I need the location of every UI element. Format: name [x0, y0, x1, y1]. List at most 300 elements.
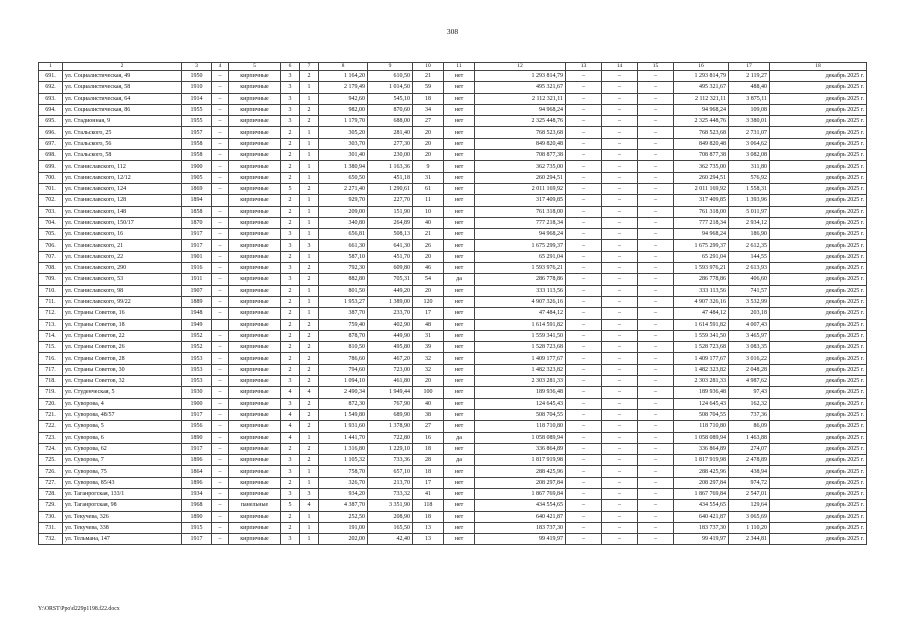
table-cell: панельные — [229, 500, 281, 511]
table-cell: 640 421,87 — [674, 511, 729, 522]
table-row — [39, 150, 867, 161]
table-cell: 326,70 — [319, 477, 368, 488]
table-cell: – — [566, 150, 602, 161]
table-cell: нет — [444, 477, 475, 488]
table-cell: кирпичные — [229, 488, 281, 499]
table-cell: – — [602, 376, 638, 387]
table-cell: – — [602, 398, 638, 409]
table-cell: 213,70 — [368, 477, 413, 488]
column-number-header-cell: 15 — [638, 63, 674, 71]
table-cell: – — [638, 534, 674, 545]
table-cell: нет — [444, 251, 475, 262]
table-cell: – — [212, 172, 229, 183]
table-cell: кирпичные — [229, 217, 281, 228]
column-number-header-cell: 11 — [444, 63, 475, 71]
table-cell: 27 — [413, 116, 444, 127]
table-cell: – — [212, 342, 229, 353]
table-cell: 3 — [281, 229, 300, 240]
table-cell: 1 — [300, 432, 319, 443]
table-cell: 657,10 — [368, 466, 413, 477]
table-cell: 1 293 814,79 — [674, 71, 729, 82]
table-cell: 2 — [300, 421, 319, 432]
table-cell: 882,80 — [319, 274, 368, 285]
table-cell: ул. Страны Советов, 22 — [63, 330, 182, 341]
table-cell: 723,00 — [368, 364, 413, 375]
table-cell: кирпичные — [229, 522, 281, 533]
table-cell: 1905 — [182, 172, 212, 183]
table-cell: 758,70 — [319, 466, 368, 477]
table-cell: 467,20 — [368, 353, 413, 364]
table-cell: 451,18 — [368, 172, 413, 183]
table-cell: 1 290,61 — [368, 183, 413, 194]
table-cell: 1900 — [182, 161, 212, 172]
table-cell: кирпичные — [229, 263, 281, 274]
table-cell: – — [638, 251, 674, 262]
table-cell: ул. Станиславского, 16 — [63, 229, 182, 240]
table-cell: 1 — [300, 285, 319, 296]
table-cell: 41 — [413, 488, 444, 499]
table-cell: 488,40 — [729, 82, 770, 93]
table-row — [39, 511, 867, 522]
table-cell: 1930 — [182, 387, 212, 398]
table-cell: 3 — [281, 455, 300, 466]
table-cell: – — [566, 172, 602, 183]
table-cell: 227,70 — [368, 195, 413, 206]
table-row — [39, 466, 867, 477]
table-cell: – — [566, 522, 602, 533]
table-cell: кирпичные — [229, 104, 281, 115]
table-cell: ул. Социалистическая, 49 — [63, 71, 182, 82]
table-cell: нет — [444, 104, 475, 115]
table-cell: – — [566, 240, 602, 251]
table-cell: 1 229,10 — [368, 443, 413, 454]
table-cell: – — [638, 82, 674, 93]
table-cell: – — [212, 500, 229, 511]
table-cell: 1907 — [182, 285, 212, 296]
table-cell: 2 — [300, 330, 319, 341]
table-cell: – — [602, 409, 638, 420]
table-cell: ул. Станиславского, 53 — [63, 274, 182, 285]
table-cell: 1 — [300, 82, 319, 93]
table-cell: 1 — [300, 308, 319, 319]
table-cell: – — [602, 319, 638, 330]
table-cell: 3 064,62 — [729, 138, 770, 149]
table-cell: 18 — [413, 511, 444, 522]
table-row — [39, 229, 867, 240]
table-cell: нет — [444, 443, 475, 454]
table-cell: – — [638, 376, 674, 387]
table-cell: декабрь 2025 г. — [770, 285, 867, 296]
table-cell: 1949 — [182, 319, 212, 330]
table-cell: 495 321,67 — [475, 82, 566, 93]
column-number-header-cell: 18 — [770, 63, 867, 71]
table-cell: 20 — [413, 127, 444, 138]
table-row — [39, 93, 867, 104]
table-cell: 711. — [39, 296, 63, 307]
housing-register-table — [38, 62, 867, 545]
table-cell: – — [212, 488, 229, 499]
table-cell: – — [638, 263, 674, 274]
table-cell: 714. — [39, 330, 63, 341]
table-cell: 1 953,27 — [319, 296, 368, 307]
table-cell: декабрь 2025 г. — [770, 353, 867, 364]
table-row — [39, 217, 867, 228]
table-cell: 3 — [281, 263, 300, 274]
table-cell: кирпичные — [229, 251, 281, 262]
table-cell: кирпичные — [229, 161, 281, 172]
table-cell: 929,70 — [319, 195, 368, 206]
table-cell: – — [212, 296, 229, 307]
table-cell: декабрь 2025 г. — [770, 296, 867, 307]
table-cell: 3 — [281, 274, 300, 285]
column-number-header — [39, 63, 867, 71]
table-cell: 1953 — [182, 364, 212, 375]
table-cell: – — [602, 263, 638, 274]
table-cell: декабрь 2025 г. — [770, 466, 867, 477]
table-cell: нет — [444, 500, 475, 511]
table-cell: 707. — [39, 251, 63, 262]
table-cell: – — [566, 93, 602, 104]
table-row — [39, 534, 867, 545]
table-cell: 870,60 — [368, 104, 413, 115]
table-cell: 689,90 — [368, 409, 413, 420]
table-cell: 3 — [281, 82, 300, 93]
table-cell: 2 — [281, 251, 300, 262]
table-row — [39, 82, 867, 93]
table-cell: кирпичные — [229, 274, 281, 285]
table-cell: ул. Суворова, 75 — [63, 466, 182, 477]
table-row — [39, 409, 867, 420]
table-row — [39, 353, 867, 364]
table-cell: ул. Станиславского, 98 — [63, 285, 182, 296]
table-cell: 2 — [300, 376, 319, 387]
table-cell: 713. — [39, 319, 63, 330]
table-cell: 693. — [39, 93, 63, 104]
table-cell: – — [638, 104, 674, 115]
table-cell: 1 — [300, 172, 319, 183]
table-cell: 2 — [300, 353, 319, 364]
table-cell: – — [212, 82, 229, 93]
table-cell: 1910 — [182, 82, 212, 93]
table-cell: декабрь 2025 г. — [770, 455, 867, 466]
table-cell: 1 179,70 — [319, 116, 368, 127]
table-cell: – — [638, 511, 674, 522]
table-cell: 1896 — [182, 477, 212, 488]
table-row — [39, 488, 867, 499]
table-cell: декабрь 2025 г. — [770, 104, 867, 115]
table-cell: ул. Суворова, 6 — [63, 432, 182, 443]
table-cell: 3 — [281, 488, 300, 499]
table-cell: 1948 — [182, 308, 212, 319]
table-cell: 94 968,24 — [674, 229, 729, 240]
table-cell: 2 325 448,76 — [674, 116, 729, 127]
table-cell: декабрь 2025 г. — [770, 263, 867, 274]
table-cell: 722,80 — [368, 432, 413, 443]
table-cell: 151,90 — [368, 206, 413, 217]
table-cell: 1 528 723,68 — [475, 342, 566, 353]
table-cell: – — [212, 409, 229, 420]
table-cell: 461,80 — [368, 376, 413, 387]
table-cell: 1890 — [182, 511, 212, 522]
table-cell: – — [602, 296, 638, 307]
table-cell: 786,60 — [319, 353, 368, 364]
table-cell: декабрь 2025 г. — [770, 240, 867, 251]
table-cell: декабрь 2025 г. — [770, 511, 867, 522]
table-cell: 2 — [300, 71, 319, 82]
table-cell: кирпичные — [229, 330, 281, 341]
table-cell: ул. Станиславского, 99/22 — [63, 296, 182, 307]
table-cell: 2 — [281, 477, 300, 488]
table-cell: 2 934,12 — [729, 217, 770, 228]
table-cell: 1 675 299,37 — [674, 240, 729, 251]
table-cell: 1958 — [182, 138, 212, 149]
table-cell: 1953 — [182, 353, 212, 364]
table-cell: 1 — [300, 534, 319, 545]
table-cell: 2 — [281, 443, 300, 454]
table-cell: 20 — [413, 376, 444, 387]
table-cell: 1 549,80 — [319, 409, 368, 420]
table-cell: – — [602, 342, 638, 353]
table-cell: кирпичные — [229, 308, 281, 319]
table-cell: декабрь 2025 г. — [770, 71, 867, 82]
table-cell: 4 — [281, 421, 300, 432]
table-cell: декабрь 2025 г. — [770, 93, 867, 104]
table-cell: 274,07 — [729, 443, 770, 454]
table-cell: 13 — [413, 522, 444, 533]
table-cell: 311,80 — [729, 161, 770, 172]
table-cell: 704. — [39, 217, 63, 228]
table-cell: декабрь 2025 г. — [770, 522, 867, 533]
table-cell: 286 778,86 — [674, 274, 729, 285]
table-cell: 545,10 — [368, 93, 413, 104]
table-cell: 692. — [39, 82, 63, 93]
table-cell: 2 — [300, 443, 319, 454]
table-cell: – — [212, 285, 229, 296]
table-cell: нет — [444, 387, 475, 398]
table-cell: – — [566, 376, 602, 387]
table-row — [39, 116, 867, 127]
table-cell: нет — [444, 511, 475, 522]
table-cell: 1 949,44 — [368, 387, 413, 398]
table-row — [39, 206, 867, 217]
table-cell: 21 — [413, 71, 444, 82]
table-cell: кирпичные — [229, 534, 281, 545]
table-cell: кирпичные — [229, 183, 281, 194]
table-cell: ул. Текучева, 338 — [63, 522, 182, 533]
table-cell: – — [602, 206, 638, 217]
table-cell: 2 011 169,92 — [674, 183, 729, 194]
table-cell: нет — [444, 240, 475, 251]
table-cell: кирпичные — [229, 353, 281, 364]
table-cell: 1 316,80 — [319, 443, 368, 454]
table-cell: – — [566, 217, 602, 228]
table-cell: 32 — [413, 364, 444, 375]
table-cell: 2 — [300, 455, 319, 466]
table-cell: 2 — [281, 330, 300, 341]
table-cell: кирпичные — [229, 296, 281, 307]
table-cell: – — [602, 93, 638, 104]
table-cell: – — [638, 217, 674, 228]
table-cell: кирпичные — [229, 150, 281, 161]
table-cell: декабрь 2025 г. — [770, 500, 867, 511]
table-cell: 39 — [413, 342, 444, 353]
table-cell: – — [566, 488, 602, 499]
table-row — [39, 522, 867, 533]
table-cell: 3 082,08 — [729, 150, 770, 161]
table-cell: 16 — [413, 432, 444, 443]
table-cell: 4 387,70 — [319, 500, 368, 511]
table-cell: – — [638, 364, 674, 375]
table-cell: 495,80 — [368, 342, 413, 353]
table-cell: декабрь 2025 г. — [770, 138, 867, 149]
table-cell: да — [444, 432, 475, 443]
table-cell: – — [212, 206, 229, 217]
table-cell: 703. — [39, 206, 63, 217]
table-cell: – — [638, 500, 674, 511]
table-cell: кирпичные — [229, 409, 281, 420]
table-cell: – — [212, 263, 229, 274]
table-cell: 705,31 — [368, 274, 413, 285]
table-cell: 1 — [300, 138, 319, 149]
table-cell: – — [638, 285, 674, 296]
table-cell: – — [566, 195, 602, 206]
table-cell: – — [566, 511, 602, 522]
table-cell: 694. — [39, 104, 63, 115]
table-cell: 942,60 — [319, 93, 368, 104]
table-cell: 1 463,88 — [729, 432, 770, 443]
table-cell: декабрь 2025 г. — [770, 387, 867, 398]
table-cell: 183 737,30 — [475, 522, 566, 533]
table-cell: 729. — [39, 500, 63, 511]
table-cell: 982,00 — [319, 104, 368, 115]
table-cell: 118 710,80 — [674, 421, 729, 432]
table-cell: – — [566, 206, 602, 217]
table-cell: – — [212, 421, 229, 432]
table-cell: 2 612,35 — [729, 240, 770, 251]
table-cell: кирпичные — [229, 116, 281, 127]
table-cell: 4 — [281, 432, 300, 443]
table-cell: ул. Социалистическая, 86 — [63, 104, 182, 115]
table-cell: 1 559 341,50 — [674, 330, 729, 341]
table-cell: ул. Стадионная, 9 — [63, 116, 182, 127]
table-cell: 18 — [413, 443, 444, 454]
table-cell: да — [444, 274, 475, 285]
table-cell: 2 325 448,76 — [475, 116, 566, 127]
table-cell: 303,70 — [319, 138, 368, 149]
table-cell: – — [566, 353, 602, 364]
table-cell: 720. — [39, 398, 63, 409]
table-cell: – — [638, 330, 674, 341]
table-cell: 40 — [413, 217, 444, 228]
table-cell: 99 419,97 — [475, 534, 566, 545]
table-cell: – — [602, 161, 638, 172]
table-cell: 288 425,96 — [475, 466, 566, 477]
table-cell: – — [638, 308, 674, 319]
table-cell: – — [212, 443, 229, 454]
table-cell: ул. Станиславского, 12/12 — [63, 172, 182, 183]
table-cell: 94 968,24 — [674, 104, 729, 115]
table-cell: нет — [444, 409, 475, 420]
table-cell: 38 — [413, 409, 444, 420]
table-cell: – — [566, 285, 602, 296]
table-cell: – — [212, 217, 229, 228]
table-cell: 2 011 169,92 — [475, 183, 566, 194]
table-cell: – — [212, 522, 229, 533]
table-cell: 2 — [300, 342, 319, 353]
table-cell: нет — [444, 353, 475, 364]
table-cell: 1 — [300, 229, 319, 240]
table-cell: 1 110,20 — [729, 522, 770, 533]
table-cell: ул. Страны Советов, 32 — [63, 376, 182, 387]
table-cell: 208,90 — [368, 511, 413, 522]
table-cell: 934,20 — [319, 488, 368, 499]
table-cell: 333 113,56 — [674, 285, 729, 296]
table-cell: 1968 — [182, 500, 212, 511]
table-cell: 702. — [39, 195, 63, 206]
table-cell: 2 — [281, 150, 300, 161]
table-cell: – — [638, 296, 674, 307]
table-cell: ул. Страны Советов, 18 — [63, 319, 182, 330]
table-cell: декабрь 2025 г. — [770, 172, 867, 183]
table-cell: – — [602, 251, 638, 262]
table-cell: 1952 — [182, 342, 212, 353]
table-cell: – — [638, 319, 674, 330]
table-cell: – — [602, 240, 638, 251]
table-cell: 2 — [300, 409, 319, 420]
table-cell: 47 484,12 — [674, 308, 729, 319]
column-number-header-cell: 4 — [212, 63, 229, 71]
table-cell: 699. — [39, 161, 63, 172]
table-cell: 508,13 — [368, 229, 413, 240]
table-cell: 434 554,65 — [674, 500, 729, 511]
table-cell: 120 — [413, 296, 444, 307]
table-cell: кирпичные — [229, 364, 281, 375]
table-cell: 61 — [413, 183, 444, 194]
table-cell: ул. Суворова, 85/43 — [63, 477, 182, 488]
table-cell: 708 877,38 — [674, 150, 729, 161]
table-cell: нет — [444, 263, 475, 274]
table-cell: ул. Станиславского, 22 — [63, 251, 182, 262]
table-cell: кирпичные — [229, 511, 281, 522]
table-cell: 1 931,60 — [319, 421, 368, 432]
table-cell: 362 735,00 — [674, 161, 729, 172]
table-cell: 2 112 321,11 — [674, 93, 729, 104]
table-cell: – — [212, 477, 229, 488]
table-cell: 17 — [413, 477, 444, 488]
table-cell: 2 — [300, 104, 319, 115]
table-cell: 2 — [281, 138, 300, 149]
table-cell: 1889 — [182, 296, 212, 307]
table-cell: 301,40 — [319, 150, 368, 161]
table-cell: – — [602, 522, 638, 533]
table-cell: 144,55 — [729, 251, 770, 262]
table-cell: – — [566, 364, 602, 375]
table-cell: 730. — [39, 511, 63, 522]
table-cell: ул. Станиславского, 150/17 — [63, 217, 182, 228]
table-cell: ул. Текучева, 326 — [63, 511, 182, 522]
table-cell: 46 — [413, 263, 444, 274]
table-cell: – — [602, 82, 638, 93]
table-cell: нет — [444, 296, 475, 307]
table-cell: 31 — [413, 330, 444, 341]
table-cell: 650,50 — [319, 172, 368, 183]
table-cell: 2 — [300, 116, 319, 127]
table-cell: кирпичные — [229, 93, 281, 104]
table-cell: – — [602, 104, 638, 115]
table-cell: 705. — [39, 229, 63, 240]
table-cell: 641,30 — [368, 240, 413, 251]
table-cell: декабрь 2025 г. — [770, 432, 867, 443]
